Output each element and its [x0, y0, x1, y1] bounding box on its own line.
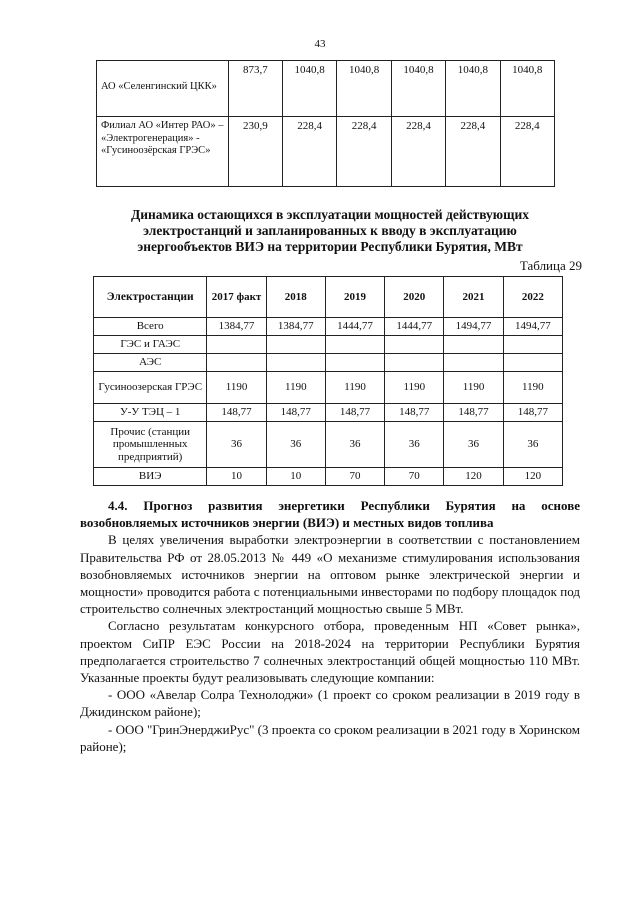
value-cell: 36 — [207, 422, 266, 468]
table-row — [94, 468, 563, 486]
column-header-year: 2022 — [503, 277, 562, 318]
paragraph-2: Согласно результатам конкурсного отбора, проведенным НП «Совет рынка», проектом СиПР ЕЭС России на 2018-2024 на территории Республики Бурятия предполагается строительство 7 солнечных электростанций общей мощностью 110 МВт. Указанные проекты будут реализовывать следующие компании: — [80, 618, 580, 686]
value-cell — [207, 336, 266, 354]
table-row — [94, 318, 563, 336]
value-cell: 1190 — [266, 372, 325, 404]
section-text — [80, 497, 580, 755]
value-cell: 148,77 — [325, 404, 384, 422]
capacity-dynamics-table — [93, 276, 563, 486]
value-cell: 70 — [385, 468, 444, 486]
value-cell: 1190 — [503, 372, 562, 404]
station-name-cell: ГЭС и ГАЭС — [94, 336, 207, 354]
station-name-cell: ВИЭ — [94, 468, 207, 486]
value-cell: 10 — [207, 468, 266, 486]
station-name-cell: У-У ТЭЦ – 1 — [94, 404, 207, 422]
station-name-cell: Гусиноозерская ГРЭС — [94, 372, 207, 404]
value-cell — [325, 354, 384, 372]
value-cell: 1384,77 — [266, 318, 325, 336]
station-name-cell: Филиал АО «Интер РАО» – «Электрогенерация» - «Гусиноозёрская ГРЭС» — [97, 117, 229, 187]
table-caption: Таблица 29 — [519, 258, 582, 273]
value-cell — [444, 354, 503, 372]
list-item-2: - ООО "ГринЭнерджиРус" (3 проекта со сроком реализации в 2021 году в Хоринском районе); — [80, 721, 580, 754]
section-heading: 4.4. Прогноз развития энергетики Республики Бурятия на основе возобновляемых источников энергии (ВИЭ) и местных видов топлива — [80, 498, 580, 531]
value-cell: 228,4 — [500, 117, 554, 187]
table-row — [97, 117, 555, 187]
station-name-cell: Всего — [94, 318, 207, 336]
value-cell — [503, 336, 562, 354]
value-cell: 148,77 — [503, 404, 562, 422]
value-cell: 10 — [266, 468, 325, 486]
column-header-year: 2017 факт — [207, 277, 266, 318]
value-cell: 1190 — [444, 372, 503, 404]
value-cell: 36 — [444, 422, 503, 468]
column-header-station: Электростанции — [94, 277, 207, 318]
value-cell: 1444,77 — [325, 318, 384, 336]
value-cell: 36 — [325, 422, 384, 468]
value-cell: 148,77 — [444, 404, 503, 422]
table-row — [94, 354, 563, 372]
value-cell: 148,77 — [385, 404, 444, 422]
table-row — [97, 61, 555, 117]
column-header-year: 2018 — [266, 277, 325, 318]
value-cell: 1190 — [325, 372, 384, 404]
value-cell: 1190 — [385, 372, 444, 404]
value-cell: 1040,8 — [500, 61, 554, 117]
value-cell: 1040,8 — [337, 61, 391, 117]
table-heading-line-1: Динамика остающихся в эксплуатации мощностей действующих — [130, 207, 530, 222]
value-cell: 70 — [325, 468, 384, 486]
value-cell: 36 — [266, 422, 325, 468]
table-row — [94, 372, 563, 404]
value-cell: 228,4 — [391, 117, 445, 187]
value-cell: 228,4 — [337, 117, 391, 187]
value-cell — [207, 354, 266, 372]
value-cell — [266, 354, 325, 372]
value-cell — [503, 354, 562, 372]
station-name-cell: АО «Селенгинский ЦКК» — [97, 61, 229, 117]
value-cell: 148,77 — [207, 404, 266, 422]
paragraph-1: В целях увеличения выработки электроэнергии в соответствии с постановлением Правительства РФ от 28.05.2013 № 449 «О механизме стимулирования использования возобновляемых источников энергии на оптовом рынке электрической энергии и мощности» проводится работа с потенциальными инвесторами по подбору площадок под строительство солнечных электростанций мощностью свыше 5 МВт. — [80, 532, 580, 617]
value-cell: 148,77 — [266, 404, 325, 422]
column-header-year: 2020 — [385, 277, 444, 318]
value-cell: 228,4 — [282, 117, 336, 187]
value-cell: 120 — [444, 468, 503, 486]
value-cell: 1040,8 — [282, 61, 336, 117]
value-cell: 1040,8 — [446, 61, 500, 117]
value-cell — [266, 336, 325, 354]
page-number: 43 — [314, 38, 326, 50]
station-name-cell: АЭС — [94, 354, 207, 372]
column-header-year: 2021 — [444, 277, 503, 318]
value-cell: 120 — [503, 468, 562, 486]
value-cell: 1494,77 — [503, 318, 562, 336]
value-cell: 1494,77 — [444, 318, 503, 336]
value-cell: 36 — [385, 422, 444, 468]
value-cell: 1190 — [207, 372, 266, 404]
table-header-row — [94, 277, 563, 318]
value-cell — [325, 336, 384, 354]
column-header-year: 2019 — [325, 277, 384, 318]
capacity-continuation-table — [96, 60, 555, 187]
value-cell: 1384,77 — [207, 318, 266, 336]
value-cell: 36 — [503, 422, 562, 468]
table-row — [94, 336, 563, 354]
value-cell: 1040,8 — [391, 61, 445, 117]
value-cell — [385, 354, 444, 372]
value-cell — [444, 336, 503, 354]
list-item-1: - ООО «Авелар Солра Технолоджи» (1 проект со сроком реализации в 2019 году в Джидинском районе); — [80, 687, 580, 720]
value-cell — [385, 336, 444, 354]
value-cell: 228,4 — [446, 117, 500, 187]
table-row — [94, 422, 563, 468]
value-cell: 230,9 — [228, 117, 282, 187]
station-name-cell: Прочис (станции промышленных предприятий) — [94, 422, 207, 468]
value-cell: 1444,77 — [385, 318, 444, 336]
value-cell: 873,7 — [228, 61, 282, 117]
table-heading-line-2: электростанций и запланированных к вводу в эксплуатацию — [143, 223, 517, 238]
table-row — [94, 404, 563, 422]
table-heading-line-3: энергообъектов ВИЭ на территории Республики Бурятия, МВт — [137, 239, 523, 254]
